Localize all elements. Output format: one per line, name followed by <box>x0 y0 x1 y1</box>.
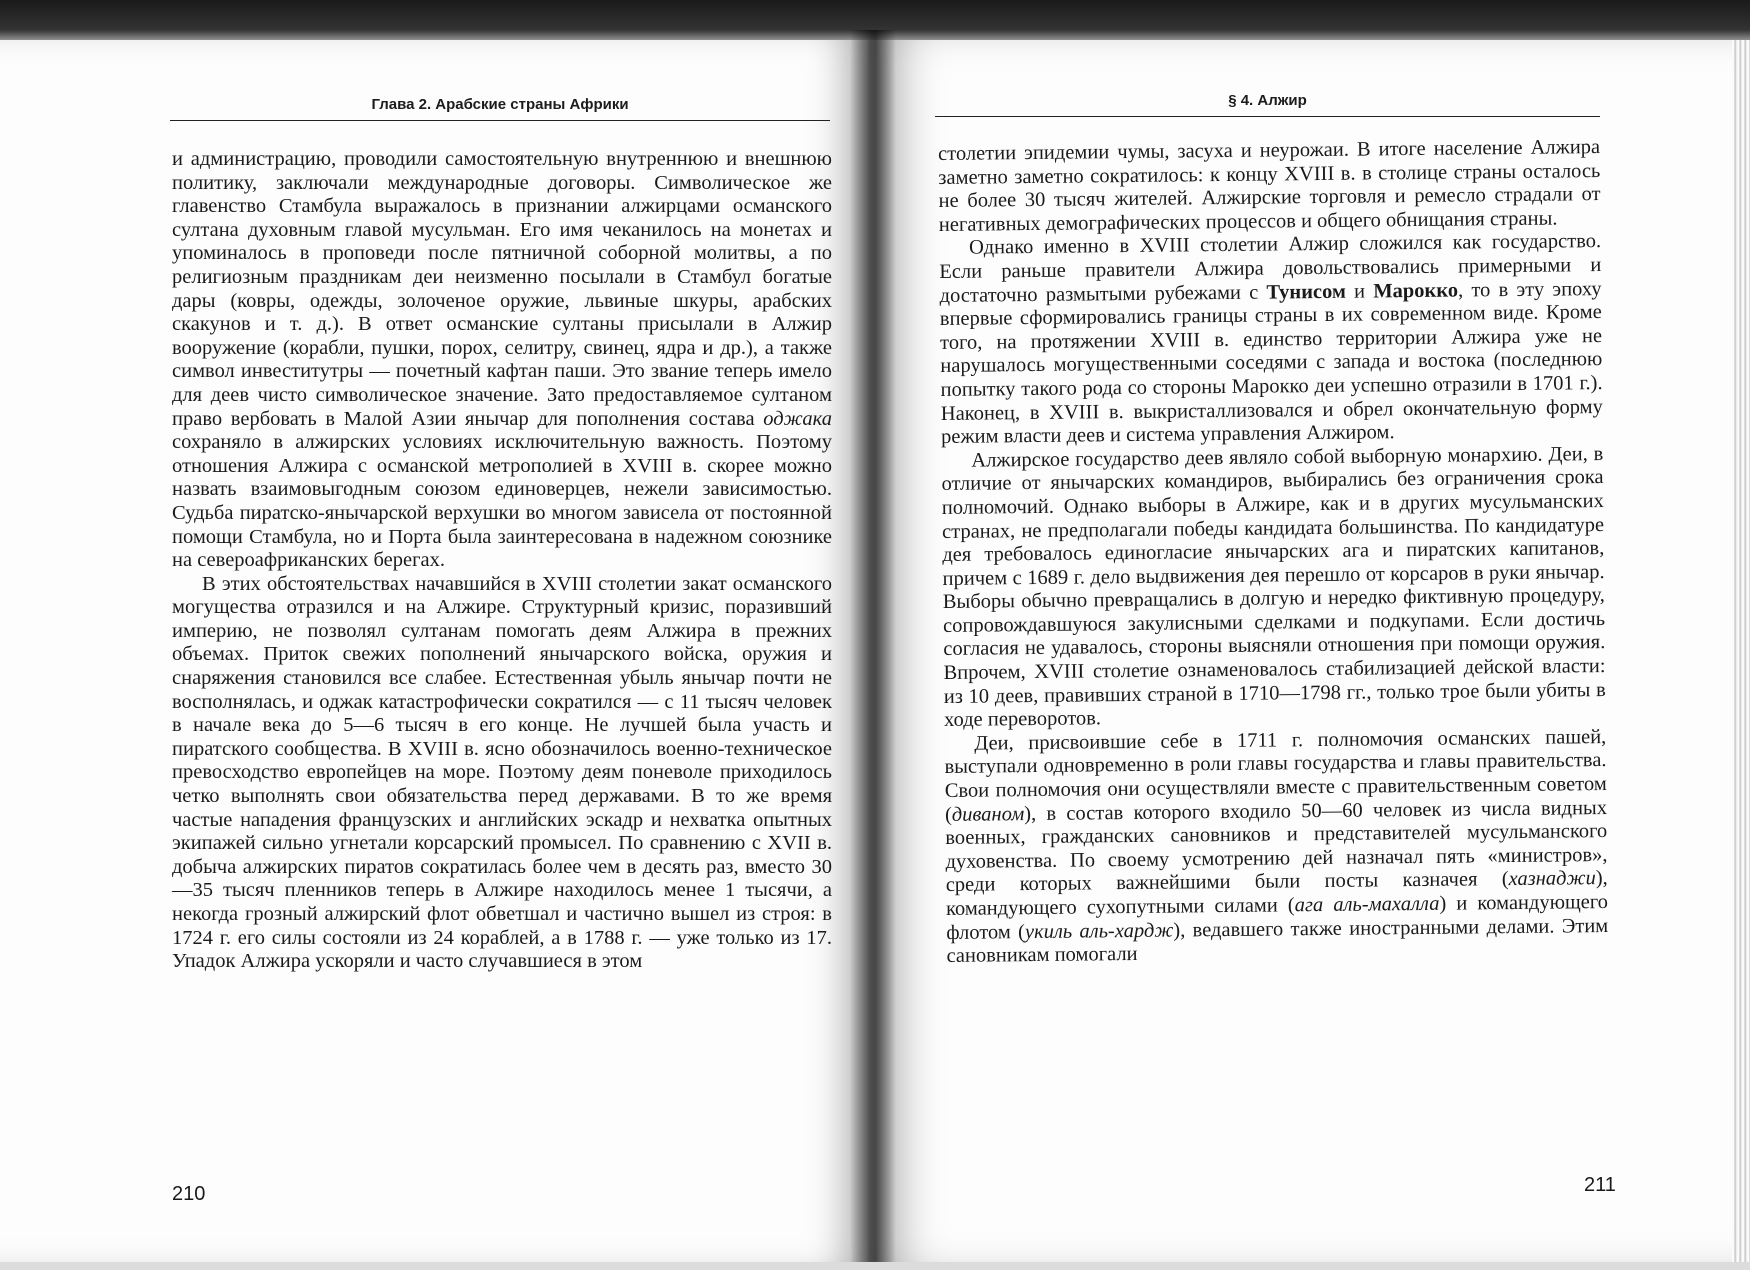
text-run: В этих обстоятельствах начавшийся в XVIII столетии закат османского могущества отразился и на Алжире. Структурный кризис, поразивший империю, не позволял султанам помогать деям Алжира в прежних объемах. Приток свежих пополнений янычарского войска, оружия и снаряжения становился все слабее. Естественная убыль янычар почти не восполнялась, и оджак катастрофически сократился — с 11 тысяч человек в начале века до 5—6 тысяч в его конце. Не лучшей была участь и пиратского сообщества. В XVIII в. ясно обозначилось военно-техническое превосходство европейцев на море. Поэтому деям поневоле приходилось четко выполнять свои обязательства перед державами. В то же время частые нападения французских и английских эскадр и нехватка опытных экипажей сильно угнетали корсарский промысел. По сравнению с XVII в. добыча алжирских пиратов сократилась более чем в десять раз, вместо 30—35 тысяч пленников теперь в Алжире находилось менее 1 тысячи, а некогда грозный алжирский флот обветшал и частично вышел из строя: в 1724 г. его силы состояли из 24 кораблей, а в 1788 г. — уже только из 17. Упадок Алжира ускоряли и часто случавшиеся в этом <box>172 572 832 973</box>
right-running-head: § 4. Алжир <box>935 92 1600 117</box>
text-run: ), командующего сухопутными силами ( <box>945 867 1608 920</box>
text-run: Однако именно в XVIII столетии Алжир сложился как государство. Если раньше правители Алжира довольствовались примерными и достаточно размытыми рубежами с <box>939 230 1602 307</box>
paragraph <box>944 726 1608 969</box>
paragraph <box>172 148 832 573</box>
paragraph <box>938 136 1601 237</box>
text-run: оджака <box>763 407 832 430</box>
text-run: сохраняло в алжирских условиях исключительную важность. Поэтому отношения Алжира с османской метрополией в XVIII в. скорее можно назвать взаимовыгодным союзом единоверцев, нежели зависимостью. Судьба пиратско-янычарской верхушки во многом зависела от постоянной помощи Стамбула, но и Порта была заинтересована в надежном союзнике на североафриканских берегах. <box>172 431 832 572</box>
text-run: ага аль-махалла <box>1294 892 1440 917</box>
book-gutter <box>850 30 896 1270</box>
text-run: Деи, присвоившие себе в 1711 г. полномочия османских пашей, выступали одновременно в роли главы государства и главы правительства. Свои полномочия они осуществляли вместе с правительственным советом ( <box>944 725 1607 826</box>
page-edges <box>1732 40 1750 1270</box>
text-run: диваном <box>951 802 1025 826</box>
text-run: и <box>1345 280 1374 303</box>
left-running-head: Глава 2. Арабские страны Африки <box>170 96 830 121</box>
text-run: Марокко <box>1373 279 1459 303</box>
right-page-number: 211 <box>1584 1174 1616 1196</box>
text-run: столетии эпидемии чумы, засуха и неурожаи. В итоге население Алжира заметно заметно сократилось: к концу XVIII в. в столице страны осталось не более 30 тысяч жителей. Алжирские торговля и ремесло страдали от негативных демографических процессов и общего обнищания страны. <box>938 136 1601 236</box>
paragraph <box>941 443 1606 733</box>
text-run: , то в эту эпоху впервые сформировались границы страны в их современном виде. Кроме того, на протяжении XVIII в. единство территории Алжира уже не нарушалось могущественными соседями с запада и востока (последнюю попытку такого рода со стороны Марокко деи успешно отразили в 1701 г.). Наконец, в XVIII в. выкристаллизовался и обрел окончательную форму режим власти деев и система управления Алжиром. <box>939 277 1603 449</box>
text-run: ), ведавшего также иностранными делами. Этим сановникам помогали <box>946 914 1609 968</box>
text-run: Тунисом <box>1266 280 1347 304</box>
text-run: хазнаджи <box>1508 867 1596 891</box>
right-body-text <box>938 136 1609 969</box>
left-page-number: 210 <box>172 1183 206 1205</box>
left-body-text <box>172 148 832 974</box>
text-run: ), в состав которого входило 50—60 человек из числа видных военных, гражданских сановников и представителей мусульманского духовенства. По своему усмотрению дей назначал пять «министров», среди которых важнейшими были посты казначея ( <box>945 796 1608 897</box>
text-run: и администрацию, проводили самостоятельную внутреннюю и внешнюю политику, заключали международные договоры. Символическое же главенство Стамбула выражалось в признании алжирцами османского султана духовным главой мусульман. Его имя чеканилось на монетах и упоминалось в проповеди после пятничной соборной молитвы, а по религиозным праздникам деи неизменно посылали в Стамбул богатые дары (ковры, одежды, золоченое оружие, львиные шкуры, арабских скакунов и т. д.). В ответ османские султаны присылали в Алжир вооружение (корабли, пушки, порох, селитру, свинец, ядра и др.), а также символ инвеститутры — почетный кафтан паши. Это звание теперь имело для деев чисто символическое значение. Зато предоставляемое султаном право вербовать в Малой Азии янычар для пополнения состава <box>172 148 832 430</box>
paragraph <box>939 230 1603 449</box>
bottom-edge <box>0 1262 1750 1270</box>
paragraph <box>172 573 832 974</box>
text-run: укиль аль-хардж <box>1024 919 1174 943</box>
text-run: ) и командующего флотом ( <box>946 891 1609 944</box>
text-run: Алжирское государство деев являло собой выборную монархию. Деи, в отличие от янычарских командиров, выбирались без ограничения срока полномочий. Однако выборы в Алжире, как и в других мусульманских странах, не предполагали победы кандидата большинства. По кандидатуре дея требовалось единогласие янычарских ага и пиратских капитанов, причем с 1689 г. дело выдвижения дея перешло от корсаров в руки янычар. Выборы обычно превращались в долгую и нередко фиктивную процедуру, сопровождавшуюся закулисными сделками и подкупами. Если достичь согласия не удавалось, стороны выясняли отношения при помощи оружия. Впрочем, XVIII столетие ознаменовалось стабилизацией дейской власти: из 10 деев, правивших страной в 1710—1798 гг., только трое были убиты в ходе переворотов. <box>941 442 1606 732</box>
